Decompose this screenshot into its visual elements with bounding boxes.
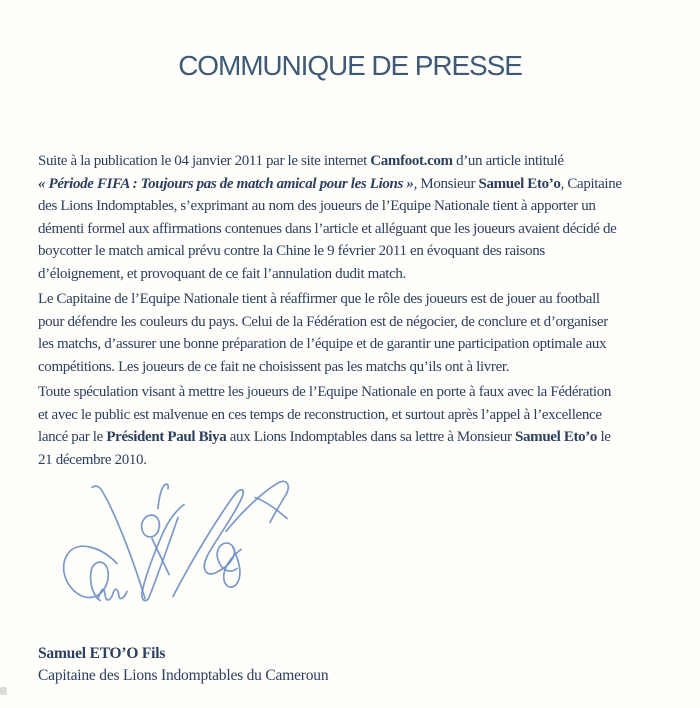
document-title: COMMUNIQUE DE PRESSE — [178, 50, 522, 81]
text-segment: et avec le public est malvenue en ces temps de reconstruction, et surtout après l’appel à l’excellence — [38, 406, 602, 423]
signatory-name: Samuel ETO’O Fils — [38, 645, 166, 662]
paragraph — [38, 150, 688, 285]
press-release-body — [38, 150, 688, 474]
text-segment: le — [597, 429, 611, 445]
text-segment: Le Capitaine de l’Equipe Nationale tient à réaffirmer que le rôle des joueurs est de jouer au football — [38, 291, 600, 307]
text-segment: d’éloignement, et provoquant de ce fait l’annulation dudit match. — [38, 265, 406, 282]
text-segment: pour défendre les couleurs du pays. Celui de la Fédération est de négocier, de conclure et d’organiser — [38, 313, 608, 330]
text-line — [38, 218, 688, 241]
text-segment: « Période FIFA : Toujours pas de match amical pour les Lions » — [38, 175, 414, 192]
text-line — [38, 288, 688, 311]
text-segment: compétitions. Les joueurs de ce fait ne choisissent pas les matchs qu’ils ont à livrer. — [38, 358, 510, 375]
text-line — [38, 381, 688, 404]
text-line — [38, 426, 688, 449]
text-segment: , Monsieur — [413, 175, 479, 192]
text-line — [38, 195, 688, 218]
text-line — [38, 150, 688, 173]
signatory-role: Capitaine des Lions Indomptables du Cameroun — [38, 666, 329, 684]
text-line — [38, 173, 688, 196]
scan-artifact — [0, 687, 7, 695]
signatory-block — [38, 643, 328, 686]
handwritten-signature — [28, 458, 338, 626]
text-line — [38, 333, 688, 356]
text-segment: Président Paul Biya — [106, 429, 227, 445]
text-segment: des Lions Indomptables, s’exprimant au nom des joueurs de l’Equipe Nationale tient à apporter un — [38, 198, 596, 214]
text-segment: démenti formel aux affirmations contenues dans l’article et alléguant que les joueurs avaient décidé de — [38, 220, 617, 237]
paragraph — [38, 288, 688, 378]
text-segment: Suite à la publication le 04 janvier 2011 par le site internet — [38, 153, 371, 169]
text-line — [38, 404, 688, 427]
text-segment: d’un article intitulé — [452, 153, 564, 169]
text-segment: Toute spéculation visant à mettre les joueurs de l’Equipe Nationale en porte à faux avec la Fédération — [38, 384, 612, 400]
text-segment: aux Lions Indomptables dans sa lettre à Monsieur — [226, 429, 516, 445]
text-segment: Samuel Eto’o — [515, 429, 598, 445]
text-line — [38, 356, 688, 379]
text-line — [38, 263, 688, 286]
text-segment: Samuel Eto’o — [478, 175, 561, 192]
text-line — [38, 240, 688, 263]
text-segment: les matchs, d’assurer une bonne préparation de l’équipe et de garantir une participation optimale aux — [38, 336, 607, 352]
text-segment: 21 décembre 2010. — [38, 451, 147, 468]
text-line — [38, 311, 688, 334]
text-segment: lancé par le — [38, 429, 107, 445]
text-segment: Camfoot.com — [370, 153, 453, 169]
text-segment: , Capitaine — [560, 175, 622, 192]
text-segment: boycotter le match amical prévu contre la Chine le 9 février 2011 en évoquant des raisons — [38, 243, 545, 259]
